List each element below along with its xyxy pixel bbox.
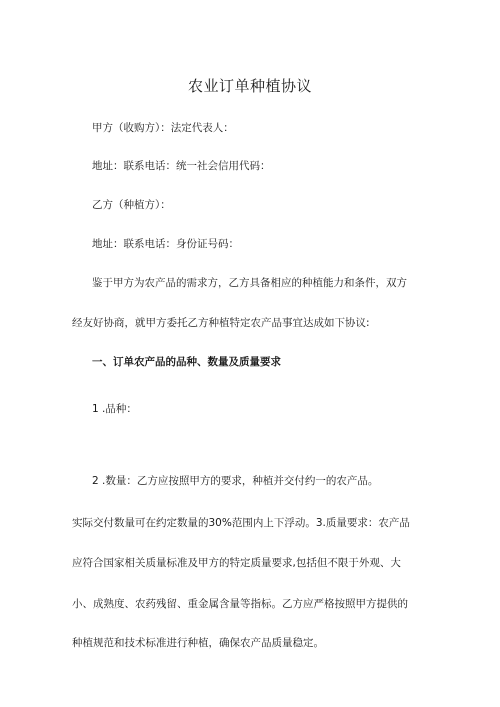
body-line-3: 小、成熟度、农药残留、重金属含量等指标。乙方应严格按照甲方提供的 [72, 598, 408, 610]
body-line-4: 种植规范和技术标准进行种植，确保农产品质量稳定。 [72, 637, 324, 649]
preamble-line-2: 经友好协商，就甲方委托乙方种植特定农产品事宜达成如下协议: [72, 317, 370, 329]
body-line-1: 实际交付数量可在约定数量的30%范围内上下浮动。3.质量要求：农产品 [72, 517, 410, 529]
preamble-line-1: 鉴于甲方为农产品的需求方，乙方具备相应的种植能力和条件，双方 [92, 277, 407, 289]
party-b-line: 乙方（种植方）： [92, 199, 171, 211]
body-line-2: 应符合国家相关质量标准及甲方的特定质量要求,包括但不限于外观、大 [72, 557, 401, 569]
item-quantity: 2 .数量：乙方应按照甲方的要求，种植并交付约一的农产品。 [92, 475, 379, 487]
party-a-address-line: 地址：联系电话：统一社会信用代码： [92, 160, 271, 172]
item-variety: 1 .品种： [92, 403, 137, 415]
section-heading: 一、订单农产品的品种、数量及质量要求 [92, 356, 281, 368]
party-b-address-line: 地址：联系电话：身份证号码： [92, 238, 239, 250]
document-title: 农业订单种植协议 [187, 77, 312, 95]
party-a-line: 甲方（收购方）：法定代表人： [92, 122, 234, 134]
